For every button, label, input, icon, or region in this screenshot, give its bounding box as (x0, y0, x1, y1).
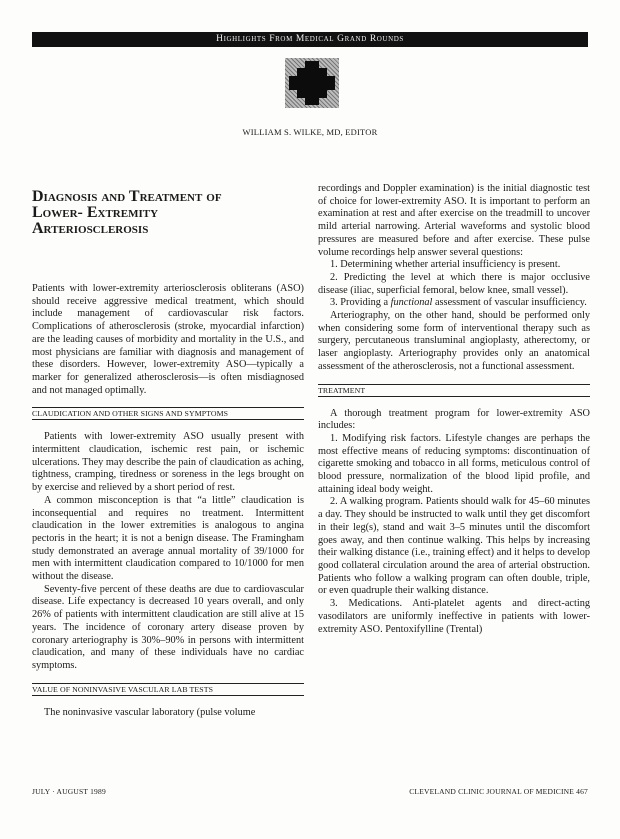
intro-paragraph: Patients with lower-extremity arteriosclerosis obliterans (ASO) should receive aggressive medical treatment, which should include management of cardiovascular risk factors. Complications of atherosclerosis (stroke, myocardial infarction) are the leading causes of morbidity and mortality in the U.S., and most physicians are familiar with diagnosis and management of these disorders. However, lower-extremity ASO—typically a marker for generalized atherosclerosis—is often misdiagnosed and not managed optimally. (32, 283, 304, 396)
paragraph: Arteriography, on the other hand, should be performed only when considering some form of interventional therapy such as surgery, percutaneous transluminal angioplasty, atherectomy, or laser angioplasty. Arteriography provides only an anatomical assessment of the atherosclerosis, not a functional assessment. (318, 310, 590, 372)
paragraph: Seventy-five percent of these deaths are due to cardiovascular disease. Life expectancy is decreased 10 years overall, and only 26% of patients with intermittent claudication are still alive at 15 years. The incidence of coronary artery disease proven by coronary arteriography is 30%–90% in persons with intermittent claudication, and many of these individuals have no cardiac symptoms. (32, 583, 304, 671)
section-heading-claudication: CLAUDICATION AND OTHER SIGNS AND SYMPTOMS (32, 407, 304, 420)
list-item: 2. Predicting the level at which there is major occlusive disease (iliac, superficial femoral, below knee, small vessel). (318, 271, 590, 296)
list-item: 1. Determining whether arterial insufficiency is present. (330, 259, 561, 271)
right-column (318, 183, 590, 636)
article-title: Diagnosis and Treatment of Lower- Extremity Arteriosclerosis (32, 188, 222, 237)
emphasis-functional: functional (390, 297, 433, 309)
editor-line: WILLIAM S. WILKE, MD, EDITOR (242, 127, 378, 137)
list-item: 2. A walking program. Patients should walk for 45–60 minutes a day. They should be instructed to walk until they get discomfort in their leg(s), stand and wait 3–5 minutes until the discomfort goes away, and then continue walking. This helps by increasing their walking distance (i.e., training effect) and it helps to develop good collateral circulation around the area of arterial obstruction. Patients who follow a walking program can often double, triple, or even quadruple their walking distance. (318, 496, 590, 597)
left-column (32, 183, 304, 719)
list-item-text: assessment of vascular insufficiency. (432, 297, 587, 309)
paragraph: A common misconception is that “a little” claudication is inconsequential and requires no treatment. Intermittent claudication in the lower extremities is analogous to angina pectoris in the heart; it is not a benign disease. The Framingham study demonstrated an average annual mortality of 39/1000 for men with intermittent claudication compared to 10/1000 for men without the disease. (32, 494, 304, 583)
section-heading-noninvasive: VALUE OF NONINVASIVE VASCULAR LAB TESTS (32, 683, 304, 696)
section-heading-treatment: TREATMENT (318, 384, 590, 397)
section-banner: Highlights From Medical Grand Rounds (32, 32, 588, 47)
paragraph: A thorough treatment program for lower-extremity ASO includes: (318, 407, 590, 432)
paragraph: Patients with lower-extremity ASO usually present with intermittent claudication, ischemic rest pain, or ischemic ulcerations. They may describe the pain of claudication as aching, tightness, cramping, tiredness or soreness in the legs brought on by exercise and relieved by a short period of rest. (32, 431, 304, 494)
footer-date: JULY · AUGUST 1989 (32, 787, 106, 796)
footer-journal: CLEVELAND CLINIC JOURNAL OF MEDICINE 467 (409, 787, 588, 796)
journal-logo (285, 58, 339, 108)
paragraph: recordings and Doppler examination) is the initial diagnostic test of choice for lower-extremity ASO. It is important to perform an examination at rest and after exercise on the treadmill to uncover mild arterial narrowing. Arterial waveforms and systolic blood pressures are measured before and after exercise. These pulse volume recordings help answer several questions: (318, 183, 590, 258)
list-item: 3. Medications. Anti-platelet agents and direct-acting vasodilators are uniformly ineffective in patients with lower-extremity ASO. Pentoxifylline (Trental) (318, 598, 590, 635)
logo-square (297, 68, 327, 98)
list-item-text: 3. Providing a (330, 297, 391, 309)
paragraph: The noninvasive vascular laboratory (pulse volume (44, 706, 256, 718)
list-item: 1. Modifying risk factors. Lifestyle changes are perhaps the most effective means of reducing symptoms: discontinuation of cigarette smoking and tobacco in all forms, meticulous control of blood pressure, normalization of the blood lipid profile, and attaining ideal body weight. (318, 432, 590, 495)
list-item (318, 297, 590, 310)
